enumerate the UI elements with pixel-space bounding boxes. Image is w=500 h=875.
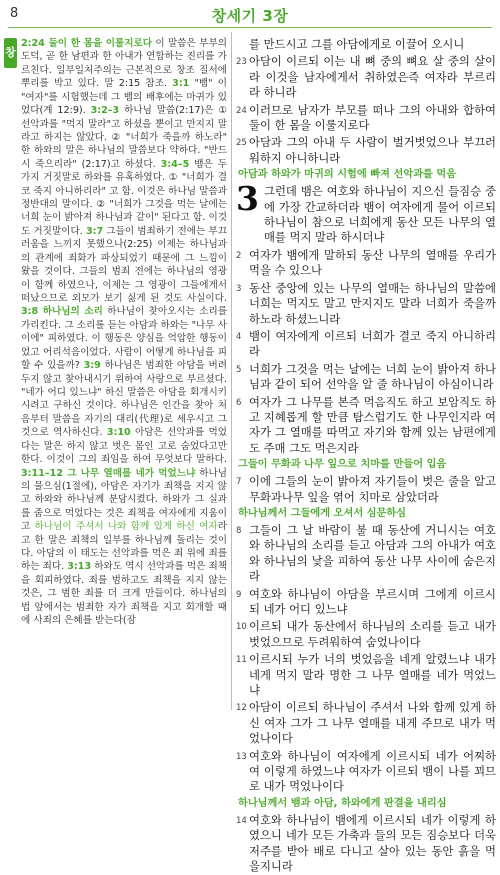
note-ref: 3:8 하나님의 소리 <box>21 306 103 318</box>
header-rule <box>8 27 492 28</box>
verse <box>236 103 496 134</box>
verse-number: 23 <box>236 57 247 68</box>
verse-text: 이르되 내가 동산에서 하나님의 소리를 듣고 내가 벗었으므로 두려워하여 숨었나이다 <box>249 619 496 649</box>
section-heading: 그들이 무화과 나무 잎으로 치마를 만들어 입음 <box>238 459 447 471</box>
verse-text: 여자가 그 나무를 본즉 먹음직도 하고 보암직도 하고 지혜롭게 할 만큼 탐스럽기도 한 나무인지라 여자가 그 열매를 따먹고 자기와 함께 있는 남편에게도 주매 그도 먹은지라 <box>249 394 496 455</box>
verse <box>236 37 496 52</box>
verse-number: 7 <box>236 477 242 488</box>
verse-number: 12 <box>236 703 247 714</box>
verse-number: 9 <box>236 589 242 600</box>
note-ref: 3:2–3 <box>90 105 120 117</box>
verse-text: 아담이 이르되 하나님이 주셔서 나와 함께 있게 하신 여자 그가 그 나무 열매를 내게 주므로 내가 먹었나이다 <box>249 700 496 746</box>
verse-number: 6 <box>236 397 242 408</box>
note-text: 하나님은 범죄한 아담을 버려두지 않고 찾아내시기 위하여 사랑으로 부르셨다. "네가 어디 있느냐" 하신 말씀은 아담을 회개시키시려고 구하신 것이다. 하나님은 인간을 찾아 처음부터 말씀을 자기의 대리(代理)로 세우시고 그것으로 역사하신다. <box>21 360 227 439</box>
note-text: "뱀" 이 "여자"를 시험했는데 그 뱀의 배후에는 마귀가 있었다(계 12:9). <box>21 78 227 117</box>
verse-text: 동산 중앙에 있는 나무의 열매는 하나님의 말씀에 너희는 먹지도 말고 만지지도 말라 너희가 죽을까 하노라 하셨느니라 <box>249 280 496 326</box>
verse-text: 뱀이 여자에게 이르되 너희가 결코 죽지 아니하리라 <box>249 328 496 359</box>
note-highlight: 하나님이 주셔서 나와 함께 있게 하신 여자 <box>34 521 218 533</box>
section-heading: 하나님께서 그들에게 오셔서 심문하심 <box>238 507 407 519</box>
verse-number: 4 <box>236 331 242 342</box>
verse-text: 이에 그들의 눈이 밝아져 자기들이 벗은 줄을 알고 무화과나무 잎을 엮어 치마로 삼았더라 <box>249 474 496 504</box>
verse <box>236 749 496 795</box>
section-heading: 하나님께서 뱀과 아담, 하와에게 판결을 내리심 <box>238 797 447 809</box>
verse-text: 이르시되 누가 너의 벗었음을 네게 알렸느냐 내가 네게 먹지 말라 명한 그 나무 열매를 네가 먹었느냐 <box>249 652 496 698</box>
book-tab: 창 <box>4 38 17 68</box>
column-divider <box>231 32 232 710</box>
verse-number: 24 <box>236 105 247 116</box>
note-text: 하와도 역시 선악과를 먹은 죄책을 회피하였다. 죄를 범하고도 죄책을 지지 않는 것은, 그 범한 죄를 더 크게 만들이다. 하나님의 법 앞에서는 범죄한 자가 죄책을 지고 회개할 때에 사죄의 은혜를 받는다(잠 <box>21 561 227 627</box>
verse-text: 아담과 그의 아내 두 사람이 벌거벗었으나 부끄러워하지 아니하니라 <box>249 135 496 165</box>
verse <box>236 362 496 393</box>
verse <box>236 619 496 650</box>
verse-text: 그런데 뱀은 여호와 하나님이 지으신 들짐승 중에 가장 간교하더라 뱀이 여자에게 물어 이르되 하나님이 참으로 너희에게 동산 모든 나무의 열매를 먹지 말라 하시더냐 <box>264 184 496 245</box>
verse <box>236 813 496 875</box>
page-number: 8 <box>10 6 19 21</box>
note-ref: 2:24 둘이 한 몸을 이룰지로다 <box>21 38 153 49</box>
verse <box>236 135 496 166</box>
verse <box>236 54 496 100</box>
note-ref: 3:7 <box>85 225 104 237</box>
note-text: 하나님 말씀(2:17)은 ① 선악과를 "먹지 말라"고 하셨을 뿐이고 만지지 말라고 하지는 않았다. ② "너희가 죽을까 하노라" 한 하와의 말은 하나님의 말씀보다 약하다. "반드시 죽으리라" (2:17)고 하셨다. <box>21 105 227 170</box>
verse-number: 8 <box>236 525 242 536</box>
commentary-notes <box>21 37 227 628</box>
verse-text: 이러므로 남자가 부모를 떠나 그의 아내와 합하여 둘이 한 몸을 이룰지로다 <box>249 102 496 133</box>
verse-text: 아담이 이르되 이는 내 뼈 중의 뼈요 살 중의 살이라 이것을 남자에게서 취하였은즉 여자라 부르리라 하니라 <box>249 54 496 100</box>
note-ref: 3:1 <box>172 78 190 90</box>
verse-number: 10 <box>236 622 247 633</box>
section-heading: 아담과 하와가 마귀의 시험에 빠져 선악과를 먹음 <box>238 169 457 181</box>
verse-text: 너희가 그것을 먹는 날에는 너희 눈이 밝아져 하나님과 같이 되어 선악을 알 줄 하나님이 아심이니라 <box>249 361 496 392</box>
note-text: 라고 한 말은 죄책의 일부를 하나님께 돌리는 것이다. 아담의 이 태도는 선악과를 먹은 죄 위에 죄를 하는 죄다. <box>21 521 227 573</box>
verse <box>236 281 496 327</box>
verse <box>236 474 496 505</box>
note-text: 하나님이 찾아오시는 소리를 가리킨다. 그 소리를 듣는 아담과 하와는 "나무 사이에" 피하였다. 이 행동은 양심을 억압한 행동이었고 어리석음이었다. 사람이 어떻게 하나님을 피할 수 있을까? <box>21 306 227 372</box>
verse <box>236 700 496 746</box>
verse-text: 여자가 뱀에게 말하되 동산 나무의 열매를 우리가 먹을 수 있으나 <box>249 247 496 278</box>
verse-chapter-start <box>236 179 496 246</box>
verse-number: 13 <box>236 751 247 762</box>
verse-text: 를 만드시고 그를 아담에게로 이끌어 오시니 <box>249 37 465 51</box>
note-ref: 3:4–5 <box>160 158 190 170</box>
verse-text: 여호와 하나님이 여자에게 이르시되 네가 어찌하여 이렇게 하였느냐 여자가 이르되 뱀이 나를 꾀므로 내가 먹었나이다 <box>249 748 496 794</box>
verse-number: 2 <box>236 250 242 261</box>
verse <box>236 523 496 585</box>
verse <box>236 652 496 698</box>
running-title: 창세기 3장 <box>211 7 289 25</box>
note-text: 아담은 선악과를 먹었다는 말은 하지 않고 벗은 몸인 고로 숨었다고만 한다. 이것이 그의 죄임을 하여 무엇보다 말하다. <box>21 427 227 466</box>
verse-number: 25 <box>236 138 247 149</box>
note-ref: 3:13 <box>67 561 92 573</box>
verse <box>236 329 496 360</box>
note-ref: 3:11–12 그 나무 열매를 네가 먹었느냐 <box>21 467 196 479</box>
verse-text: 여호와 하나님이 뱀에게 이르시되 네가 이렇게 하였으니 네가 모든 가축과 들의 모든 짐승보다 더욱 저주를 받아 배로 다니고 살아 있는 동안 흙을 먹을지니라 <box>249 812 496 874</box>
scripture-column <box>236 37 496 874</box>
note-text: 하나님의 물으심(1절에), 아담은 자기가 죄책을 지지 않고 하와와 하나님께 분담시켰다. 하와가 그 실과를 줌으로 먹었다는 것은 죄책을 여자에게 지움이고 <box>21 467 228 533</box>
commentary-column <box>21 37 227 712</box>
verse-number: 14 <box>236 815 247 826</box>
verse-text: 여호와 하나님이 아담을 부르시며 그에게 이르시되 네가 어디 있느냐 <box>249 586 496 616</box>
verse-number: 3 <box>236 283 242 294</box>
note-ref: 3:9 <box>83 360 101 372</box>
verse-number: 11 <box>236 655 247 666</box>
note-text: 그들이 범죄하기 전에는 부끄러움을 느끼지 못했으나(2:25) 이제는 하나님과의 관계에 죄화가 파상되었기 때문에 그 느낌이 왔을 것이다. 그들의 범죄 전에는 하나님의 영광이 함께 하였으나, 이제는 그 영광이 그들에게서 떠났으므로 외모가 보기 싫게 된 것도 사실이다. <box>21 225 227 305</box>
verse <box>236 395 496 457</box>
note-text: 뱀은 두 가지 거짓말로 하와를 유혹하였다. ① "너희가 결코 죽지 아니하리라" 고 함. 이것은 하나님 말씀과 정반대의 말이다. ② "너희가 그것을 먹는 날에는 너희 눈이 밝아져 하나님과 같이" 된다고 함. 이것도 거짓말이다. <box>21 158 227 237</box>
note-ref: 3:10 <box>106 427 131 439</box>
verse-number: 5 <box>236 364 242 375</box>
chapter-number: 3 <box>236 179 259 219</box>
note-text: 이 말씀은 부부의 도덕, 곧 한 남편과 한 아내가 연합하는 진리를 가르친다. 일부일처주의는 근본적으로 창조 질서에 뿌리를 박고 있다. 말 2:15 참조. <box>21 38 227 90</box>
verse <box>236 248 496 279</box>
verse <box>236 587 496 618</box>
verse-text: 그들이 그 날 바람이 불 때 동산에 거니시는 여호와 하나님의 소리를 듣고 아담과 그의 아내가 여호와 하나님의 낯을 피하여 동산 나무 사이에 숨은지라 <box>249 522 496 584</box>
